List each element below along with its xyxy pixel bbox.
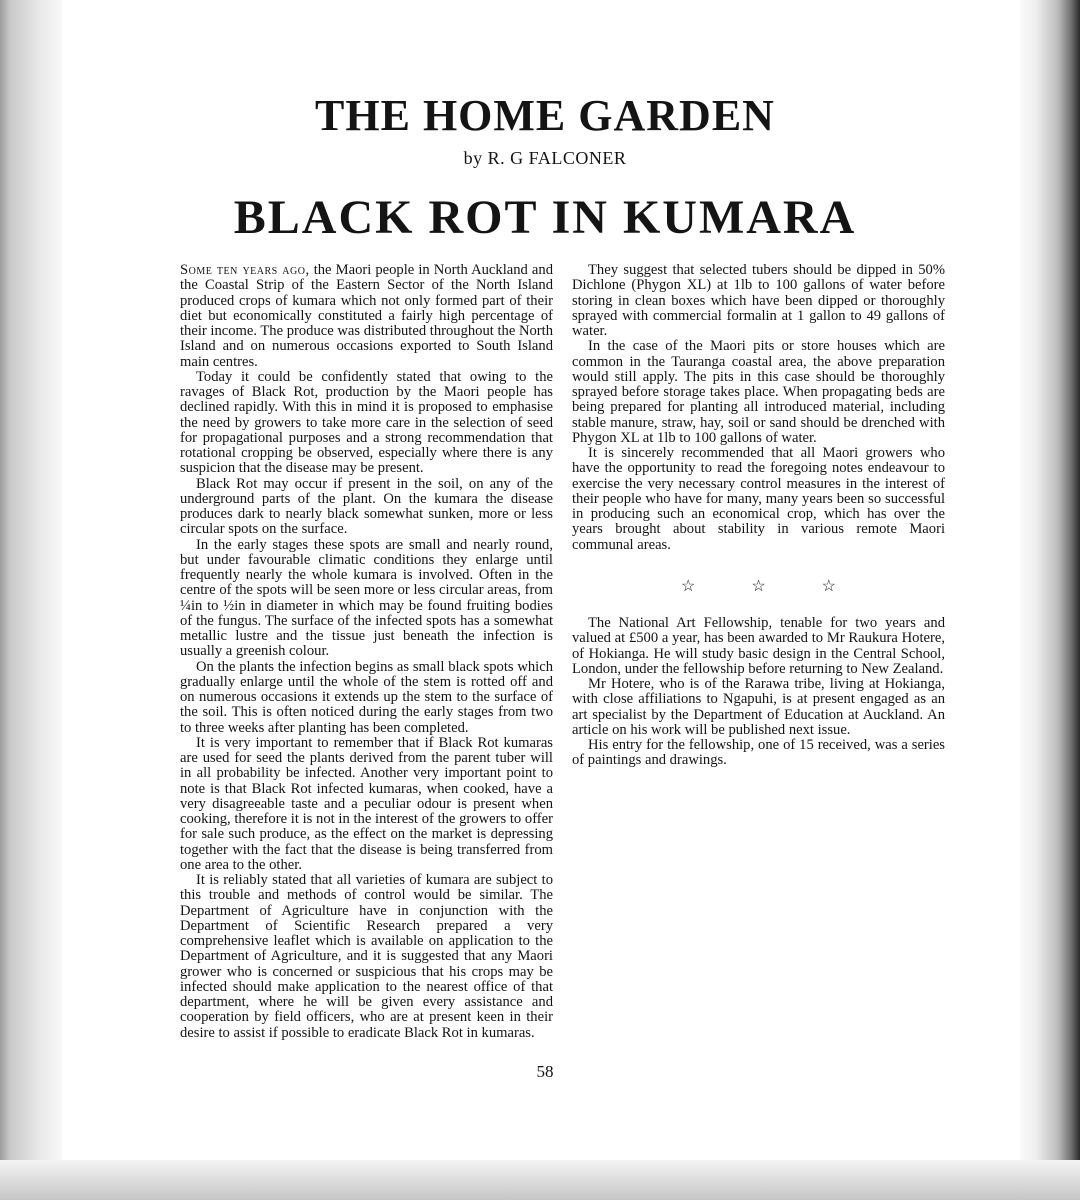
article-paragraph: Some ten years ago, the Maori people in North Auckland and the Coastal Strip of the Eastern Sector of the North Island produced crops of kumara which not only formed part of their diet but economically constituted a fairly high percentage of their income. The produce was distributed throughout the North Island and on numerous occasions exported to South Island main centres. <box>180 262 554 370</box>
article-paragraph: It is reliably stated that all varieties of kumara are subject to this trouble and methods of control would be similar. The Department of Agriculture have in conjunction with the Department of Scientific Research prepared a very comprehensive leaflet which is available on application to the Department of Agriculture, and it is suggested that any Maori grower who is concerned or suspicious that his crops may be infected should make application to the nearest office of that department, where he will be given every assistance and cooperation by field officers, who are at present keen in their desire to assist if possible to eradicate Black Rot in kumaras. <box>180 872 553 1041</box>
article-paragraph: In the early stages these spots are small and nearly round, but under favourable climatic conditions they enlarge until frequently nearly the whole kumara is involved. Often in the centre of the spots will be seen more or less circular areas, from ¼in to ½in in diameter in which may be found fruiting bodies of the fungus. The surface of the infected spots has a somewhat metallic lustre and the tissue just beneath the infection is usually a greenish colour. <box>180 536 553 660</box>
article-column-left <box>180 263 553 1041</box>
page-number: 58 <box>536 1062 554 1081</box>
section-title: THE HOME GARDEN <box>315 91 775 140</box>
article-paragraph: It is very important to remember that if Black Rot kumaras are used for seed the plants derived from the parent tuber will in all probability be infected. Another very important point to note is that Black Rot infected kumaras, when cooked, have a very disagreeable taste and a peculiar odour is present when cooking, therefore it is not in the interest of the growers to offer for sale such produce, as the effect on the market is depressing together with the fact that the disease is being transferred from one area to the other. <box>180 734 553 873</box>
magazine-page <box>70 0 1020 1200</box>
star-icon: ☆ <box>680 577 696 595</box>
article-paragraph: It is sincerely recommended that all Maori growers who have the opportunity to read the foregoing notes endeavour to exercise the very necessary control measures in the interest of their people who have for many, many years been so successful in producing such an economical crop, which has over the years brought about stability in various remote Maori communal areas. <box>572 445 945 553</box>
scan-shadow-left <box>0 0 62 1200</box>
article-title: BLACK ROT IN KUMARA <box>233 191 857 244</box>
author-byline: by R. G FALCONER <box>463 148 627 168</box>
article-column-right <box>572 263 945 769</box>
news-paragraph: The National Art Fellowship, tenable for two years and valued at £500 a year, has been awarded to Mr Raukura Hotere, of Hokianga. He will study basic design in the Central School, London, under the fellowship before returning to New Zealand. <box>572 615 945 677</box>
article-paragraph: On the plants the infection begins as small black spots which gradually enlarge until the whole of the stem is rotted off and on numerous occasions it extends up the stem to the surface of the soil. This is often noticed during the early stages from two to three weeks after planting has been completed. <box>180 658 553 736</box>
scan-shadow-right <box>1020 0 1080 1200</box>
article-paragraph: Today it could be confidently stated that owing to the ravages of Black Rot, production by the Maori people has declined rapidly. With this in mind it is proposed to emphasise the need by growers to take more care in the selection of seed for propagational purposes and a strong recommendation that rotational cropping be observed, especially where there is any suspicion that the disease may be present. <box>180 368 553 477</box>
star-icon: ☆ <box>751 577 766 595</box>
article-paragraph: They suggest that selected tubers should be dipped in 50% Dichlone (Phygon XL) at 1lb to 100 gallons of water before storing in clean boxes which have been dipped or thoroughly sprayed with commercial formalin at 1 gallon to 49 gallons of water. <box>572 262 945 339</box>
article-paragraph: In the case of the Maori pits or store houses which are common in the Tauranga coastal area, the above preparation would still apply. The pits in this case should be thoroughly sprayed before storage takes place. When propagating beds are being prepared for planting all introduced material, including stable manure, straw, hay, soil or sand should be drenched with Phygon XL at 1lb to 100 gallons of water. <box>572 338 945 446</box>
lead-in: Some ten years ago, <box>180 262 310 278</box>
article-paragraph: Black Rot may occur if present in the soil, on any of the underground parts of the plant. On the kumara the disease produces dark to nearly black somewhat sunken, more or less circular spots on the surface. <box>180 475 553 538</box>
star-icon: ☆ <box>821 577 837 595</box>
section-separator <box>572 579 945 594</box>
news-paragraph: His entry for the fellowship, one of 15 received, was a series of paintings and drawings. <box>572 737 945 769</box>
news-paragraph: Mr Hotere, who is of the Rarawa tribe, living at Hokianga, with close affiliations to Ngapuhi, is at present engaged as an art specialist by the Department of Education at Auckland. An article on his work will be published next issue. <box>572 676 945 738</box>
